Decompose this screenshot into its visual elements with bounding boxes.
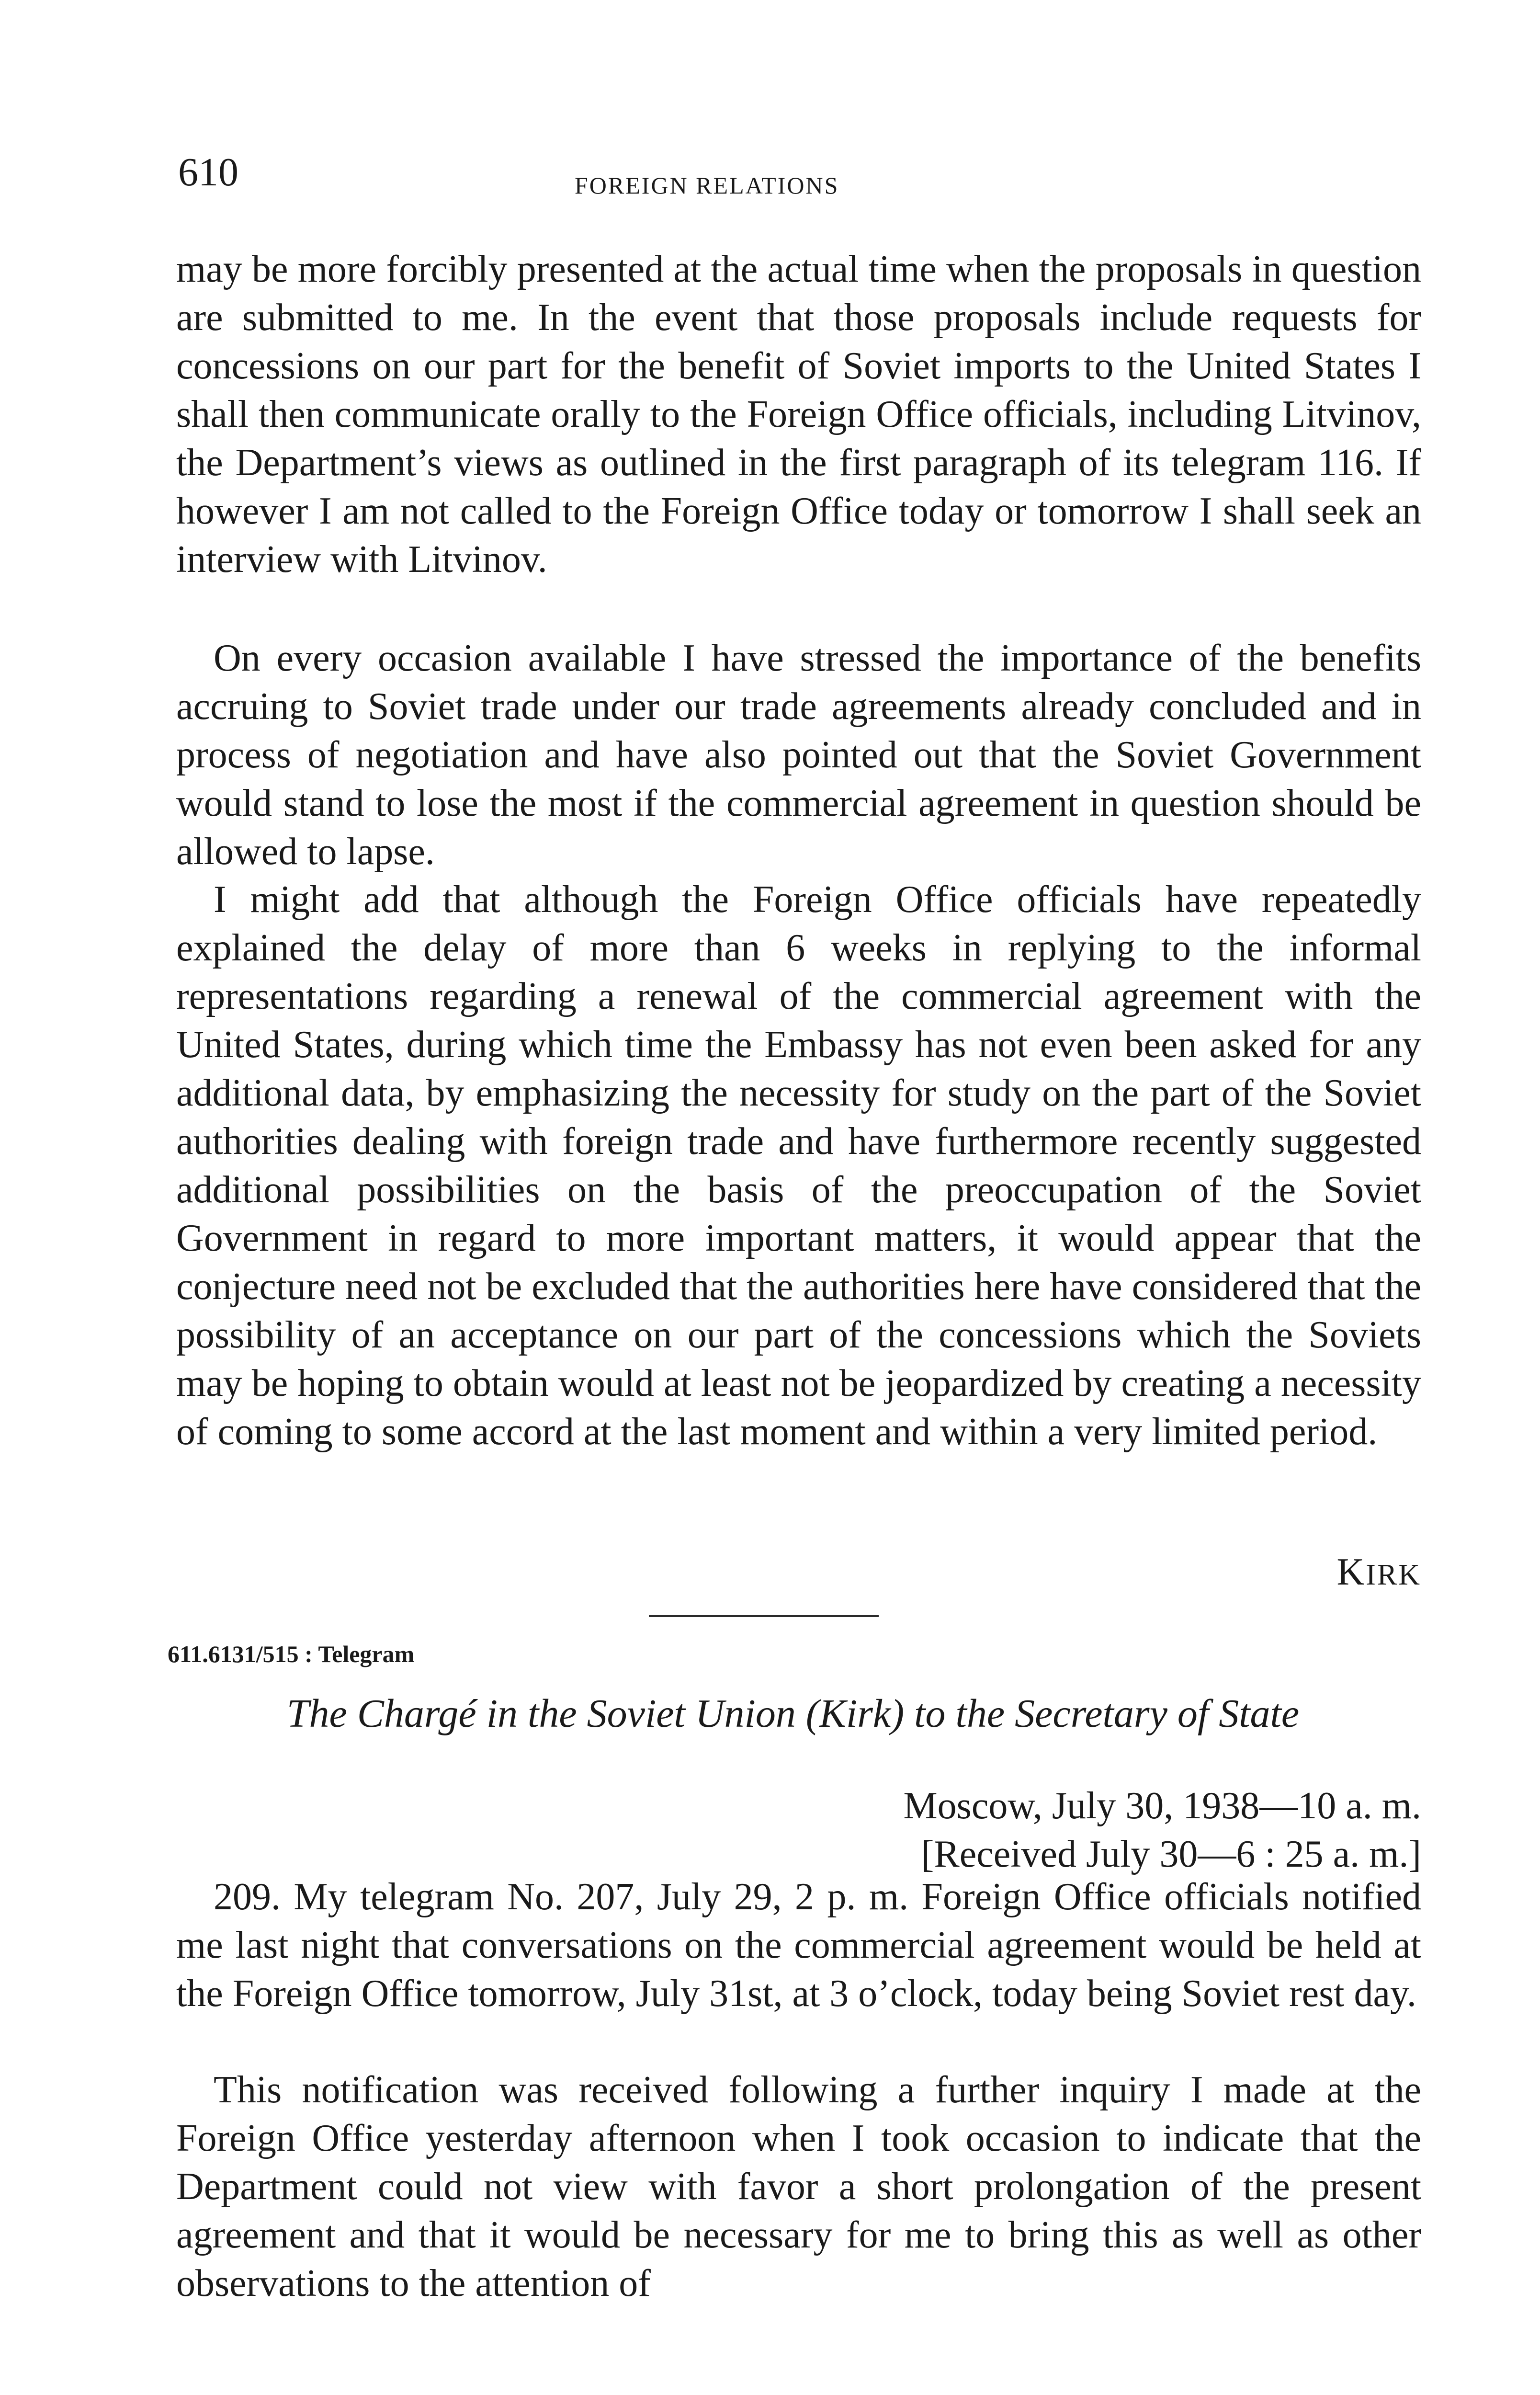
paragraph: This notification was received following a further inquiry I made at the Foreign Office yesterday afternoon when I took occasion to indicate that the Department could not view with favor a short prolongation of the present agreement and that it would be necessary for me to bring this as well as other observations to the attention of bbox=[176, 2069, 1421, 2304]
document-heading: The Chargé in the Soviet Union (Kirk) to the Secretary of State bbox=[286, 1691, 1300, 1736]
page-number: 610 bbox=[178, 150, 238, 194]
running-head: FOREIGN RELATIONS bbox=[575, 172, 839, 199]
signature-initial: K bbox=[1336, 1551, 1366, 1593]
signature bbox=[1336, 1553, 1421, 1591]
signature-rest: IRK bbox=[1366, 1559, 1421, 1591]
section-divider bbox=[649, 1615, 879, 1617]
paragraph: I might add that although the Foreign Office officials have repeatedly explained the delay of more than 6 weeks in replying to the informal representations regarding a renewal of the commercial agreement with the United States, during which time the Embassy has not even been asked for any additional data, by emphasizing the necessity for study on the part of the Soviet authorities dealing with foreign trade and have furthermore recently suggested additional possibilities on the basis of the preoccupation of the Soviet Government in regard to more important matters, it would appear that the conjecture need not be excluded that the authorities here have considered that the possibility of an acceptance on our part of the concessions which the Soviets may be hoping to obtain would at least not be jeopardized by creating a necessity of coming to some accord at the last moment and within a very limited period. bbox=[176, 878, 1421, 1453]
dateline-received: [Received July 30—6 : 25 a. m.] bbox=[921, 1833, 1421, 1875]
dateline-sent: Moscow, July 30, 1938—10 a. m. bbox=[903, 1785, 1421, 1827]
dateline bbox=[904, 1782, 1421, 1879]
paragraph: 209. My telegram No. 207, July 29, 2 p. m. Foreign Office officials notified me last night that conversations on the commercial agreement would be held at the Foreign Office tomorrow, July 31st, at 3 o’clock, today being Soviet rest day. bbox=[176, 1876, 1421, 2015]
paragraph: On every occasion available I have stressed the importance of the benefits accruing to Soviet trade under our trade agreements already concluded and in process of negotiation and have also pointed out that the Soviet Government would stand to lose the most if the commercial agreement in question should be allowed to lapse. bbox=[176, 637, 1421, 873]
paragraph-continuation: may be more forcibly presented at the actual time when the proposals in question are submitted to me. In the event that those proposals include requests for concessions on our part for the benefit of Soviet imports to the United States I shall then communicate orally to the Foreign Office officials, including Litvinov, the Department’s views as outlined in the first paragraph of its telegram 116. If however I am not called to the Foreign Office today or tomorrow I shall seek an interview with Litvinov. bbox=[176, 248, 1421, 581]
file-reference: 611.6131/515 : Telegram bbox=[168, 1641, 415, 1667]
